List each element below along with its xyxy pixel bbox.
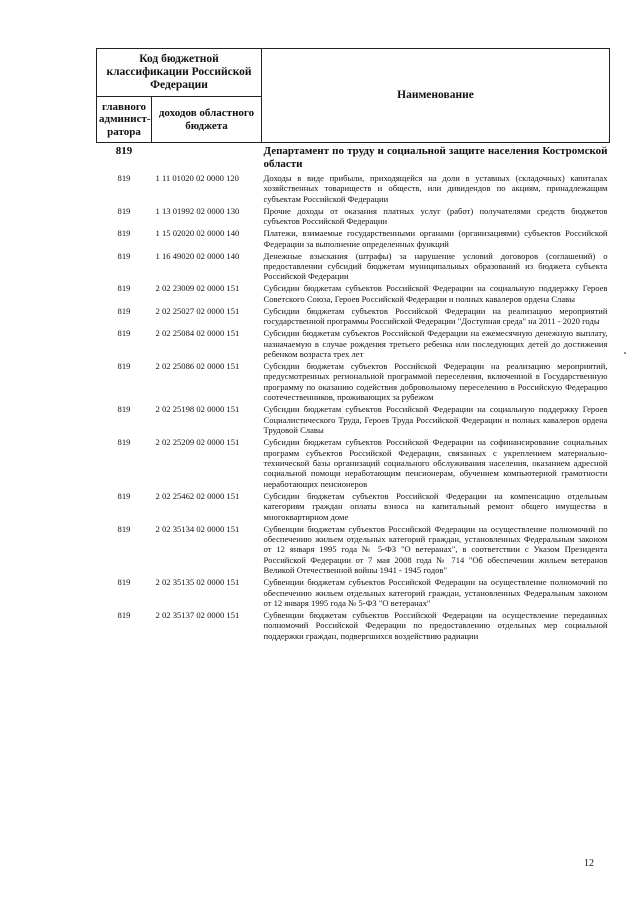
row-admin-code: 819 (117, 328, 131, 339)
table-row (97, 491, 610, 524)
table-row (97, 524, 610, 578)
row-admin-code: 819 (117, 609, 131, 620)
row-name: Субвенции бюджетам субъектов Российской Федерации на осуществление полномочий по обеспечению жильем отдельных категорий граждан, установленных Федеральным законом от 12 января 1995 года № 5-ФЗ "О ветеранах" (263, 577, 608, 608)
row-admin-code: 819 (117, 173, 131, 183)
row-income-code: 1 11 01020 02 0000 120 (155, 173, 239, 183)
row-name: Субсидии бюджетам субъектов Российской Федерации на компенсацию отдельным категориям граждан оплаты взноса на капитальный ремонт общего имущества в многоквартирном доме (263, 490, 608, 522)
row-admin-code: 819 (117, 283, 131, 294)
budget-classification-table (96, 48, 610, 643)
row-name: Прочие доходы от оказания платных услуг (работ) получателями средств бюджетов субъектов Российской Федерации (263, 205, 608, 227)
header-income: доходов областного бюджета (152, 97, 262, 143)
department-row (97, 143, 610, 174)
table-row (97, 206, 610, 228)
row-income-code: 2 02 35135 02 0000 151 (155, 577, 240, 588)
row-income-code: 1 15 02020 02 0000 140 (155, 228, 240, 239)
row-income-code: 1 13 01992 02 0000 130 (155, 205, 240, 216)
row-admin-code: 819 (117, 577, 131, 588)
row-name: Субсидии бюджетам субъектов Российской Федерации на софинансирование социальных программ субъектов Российской Федерации, связанных с укреплением материально-технической базы организаций социального обслуживания населения, оказанием адресной социальной помощи неработающим пенсионерам, обучением компьютерной грамотности неработающих пенсионеров (263, 437, 608, 489)
row-admin-code: 819 (117, 437, 131, 448)
header-name: Наименование (262, 49, 610, 143)
row-admin-code: 819 (117, 250, 131, 261)
row-income-code: 2 02 35134 02 0000 151 (155, 523, 240, 534)
row-admin-code: 819 (117, 490, 131, 501)
row-income-code: 2 02 25462 02 0000 151 (155, 490, 240, 501)
page-number: 12 (584, 858, 594, 869)
department-admin: 819 (115, 145, 133, 157)
row-admin-code: 819 (117, 361, 131, 372)
row-name: Субвенции бюджетам субъектов Российской Федерации на осуществление переданных полномочий Российской Федерации по предоставлению отдельных мер социальной поддержки граждан, подвергшихся воздействию радиации (263, 609, 608, 641)
row-income-code: 1 16 49020 02 0000 140 (155, 250, 240, 261)
row-income-code: 2 02 25027 02 0000 151 (155, 305, 240, 316)
table-row (97, 577, 610, 610)
row-name: Субсидии бюджетам субъектов Российской Федерации на социальную поддержку Героев Социалистического Труда, Героев Труда Российской Федерации и полных кавалеров ордена Трудовой Славы (263, 404, 608, 436)
header-admin: главного админист-ратора (97, 97, 152, 143)
header-code-group: Код бюджетной классификации Российской Федерации (97, 49, 262, 97)
row-name: Денежные взыскания (штрафы) за нарушение условий договоров (соглашений) о предоставлении субсидий бюджетам муниципальных образований из бюджета субъекта Российской Федерации (263, 250, 608, 282)
row-name: Субсидии бюджетам субъектов Российской Федерации на социальную поддержку Героев Советского Союза, Героев Российской Федерации и полных кавалеров ордена Славы (263, 283, 608, 304)
table-row (97, 173, 610, 206)
row-name: Субвенции бюджетам субъектов Российской Федерации на осуществление полномочий по обеспечению жильем отдельных категорий граждан, установленных Федеральным законом от 12 января 1995 года № 5-ФЗ "О ветеранах", в соответствии с Указом Президента Российской Федерации от 7 мая 2008 года № 714 "Об обеспечении жильем ветеранов Великой Отечественной войны 1941 - 1945 годов" (263, 523, 608, 576)
row-admin-code: 819 (117, 404, 131, 415)
table-row (97, 404, 610, 437)
table-row (97, 251, 610, 284)
row-name: Платежи, взимаемые государственными органами (организациями) субъектов Российской Федерации за выполнение определенных функций (263, 228, 608, 249)
row-income-code: 2 02 25084 02 0000 151 (155, 328, 240, 339)
table-row (97, 228, 610, 250)
row-admin-code: 819 (117, 523, 131, 534)
department-name: Департамент по труду и социальной защите населения Костромской области (263, 145, 608, 170)
scan-speck (624, 352, 626, 354)
row-name: Субсидии бюджетам субъектов Российской Федерации на реализацию мероприятий, предусмотренных региональной программой переселения, включенной в Государственную программу по оказанию содействия добровольному переселению в Российскую Федерацию соотечественников, проживающих за рубежом (263, 361, 608, 403)
table-row (97, 437, 610, 491)
table-row (97, 328, 610, 361)
row-admin-code: 819 (117, 205, 131, 216)
row-admin-code: 819 (117, 228, 131, 239)
table-row (97, 361, 610, 404)
row-admin-code: 819 (117, 305, 131, 316)
row-income-code: 2 02 35137 02 0000 151 (155, 609, 240, 620)
row-name: Доходы в виде прибыли, приходящейся на доли в уставных (складочных) капиталах хозяйственных товариществ и обществ, или дивидендов по акциям, принадлежащим субъектам Российской Федерации (263, 173, 608, 204)
table-row (97, 610, 610, 643)
row-income-code: 2 02 25086 02 0000 151 (155, 361, 240, 372)
table-row (97, 283, 610, 305)
row-name: Субсидии бюджетам субъектов Российской Федерации на реализацию мероприятий государственной программы Российской Федерации "Доступная среда" на 2011 - 2020 годы (263, 305, 608, 327)
row-income-code: 2 02 25198 02 0000 151 (155, 404, 240, 415)
row-name: Субсидии бюджетам субъектов Российской Федерации на ежемесячную денежную выплату, назначаемую в случае рождения третьего ребенка или последующих детей до достижения ребенком возраста трех лет (263, 328, 608, 360)
row-income-code: 2 02 23009 02 0000 151 (155, 283, 240, 294)
department-code (152, 143, 262, 174)
table-row (97, 306, 610, 328)
row-income-code: 2 02 25209 02 0000 151 (155, 437, 240, 448)
